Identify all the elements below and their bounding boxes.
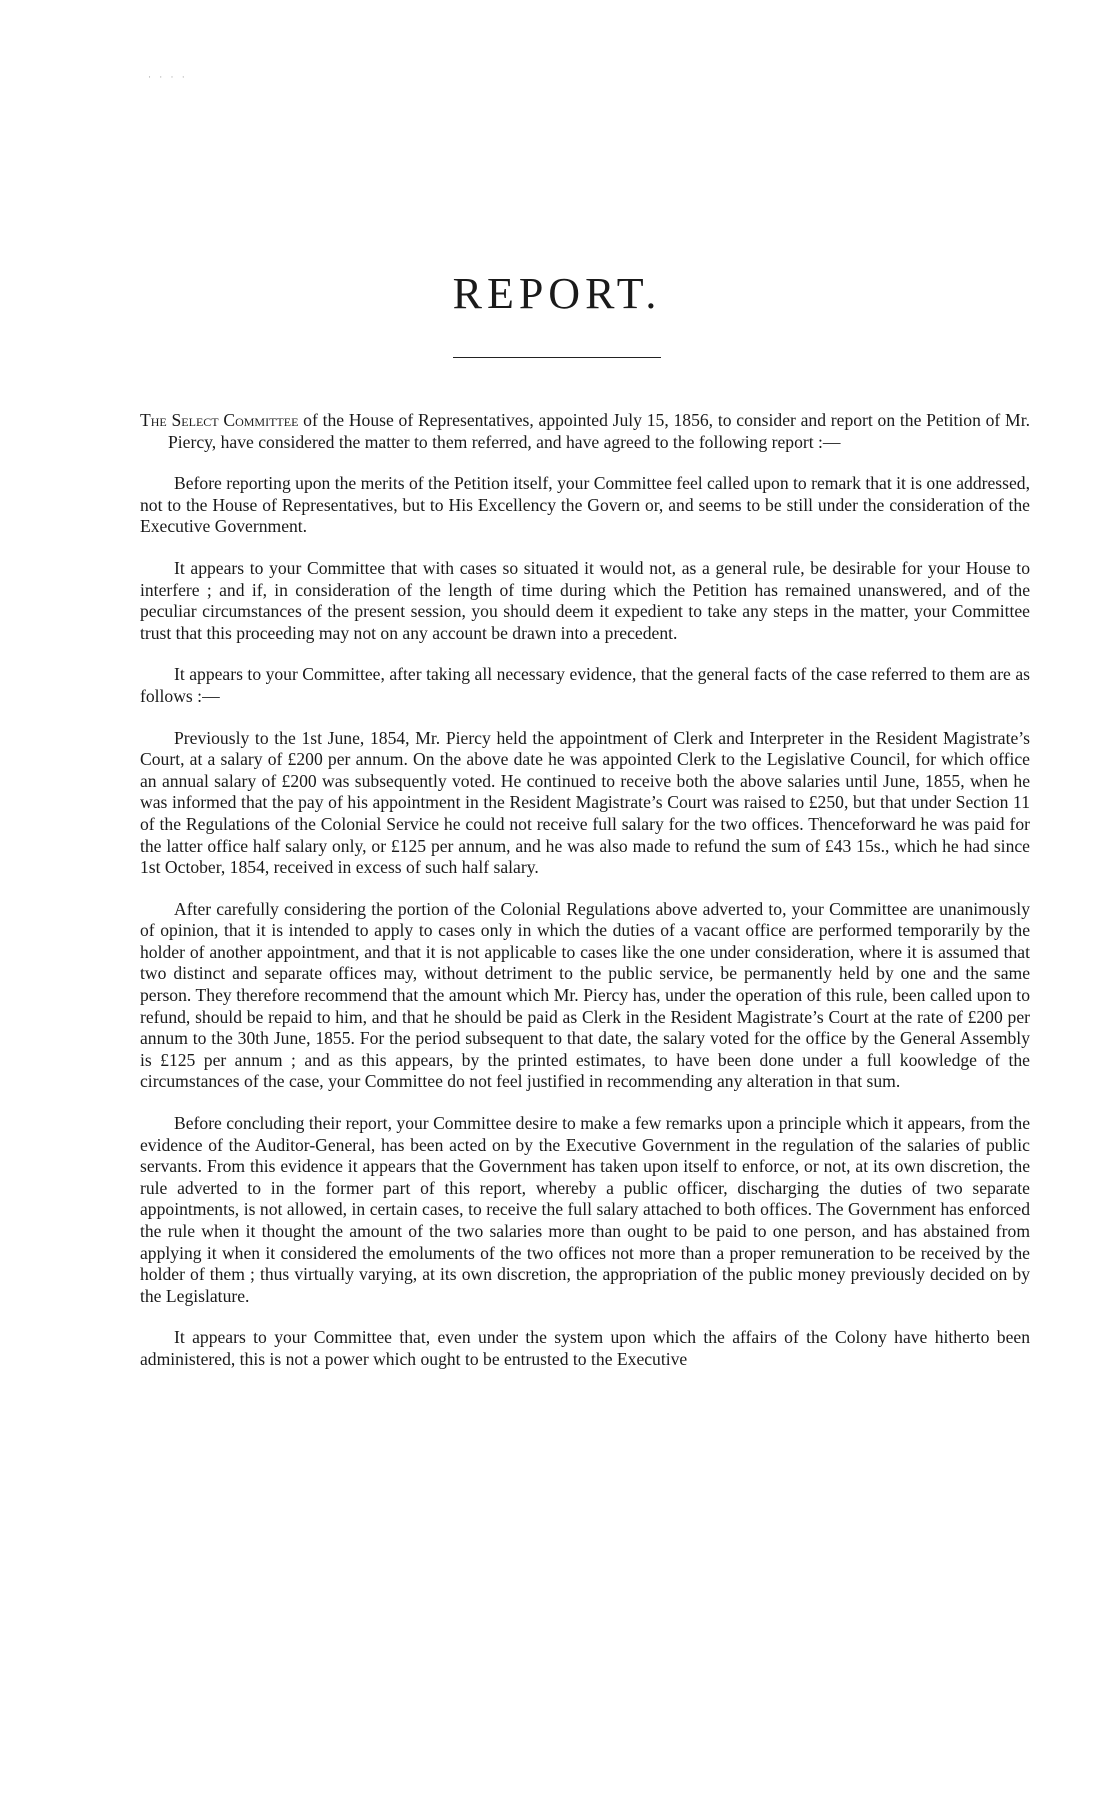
report-title: REPORT. — [452, 269, 662, 318]
paragraph-principle: Before concluding their report, your Committee desire to make a few remarks upon a principle which it appears, from the evidence of the Auditor-General, has been acted on by the Executive Government in the regulation of the salaries of public servants. From this evidence it appears that the Government has taken upon itself to enforce, or not, at its own discretion, the rule adverted to in the former part of this report, whereby a public officer, discharging the duties of two separate appointments, is not allowed, in certain cases, to receive the full salary attached to both offices. The Government has enforced the rule when it thought the amount of the two salaries more than ought to be paid to one person, and has abstained from applying it when it considered the emoluments of the two offices not more than a proper remuneration to be received by the holder of them ; thus virtually varying, at its own discretion, the appropriation of the public money previously decided on by the Legislature. — [140, 1113, 1030, 1306]
opening-paragraph — [140, 410, 1030, 453]
paragraph-executive-power: It appears to your Committee that, even under the system upon which the affairs of the Colony have hitherto been administered, this is not a power which ought to be entrusted to the Executive — [140, 1327, 1030, 1369]
corner-ink-mark: · · · · — [148, 72, 188, 82]
paragraph-precedent: It appears to your Committee that with cases so situated it would not, as a general rule, be desirable for your House to interfere ; and if, in consideration of the length of time during which the Petition has remained unanswered, and of the peculiar circumstances of the present session, you should deem it expedient to take any steps in the matter, your Committee trust that this proceeding may not on any account be drawn into a precedent. — [140, 557, 1030, 643]
title-divider — [453, 357, 661, 358]
paragraph-recommendation: After carefully considering the portion of the Colonial Regulations above adverted to, your Committee are unanimously of opinion, that it is intended to apply to cases only in which the duties of a vacant office are performed temporarily by the holder of another appointment, and that it is not applicable to cases like the one under consideration, where it is assumed that two distinct and separate offices may, without detriment to the public service, be permanently held by one and the same person. They therefore recommend that the amount which Mr. Piercy has, under the operation of this rule, been called upon to refund, should be repaid to him, and that he should be paid as Clerk in the Resident Magistrate’s Court at the rate of £200 per annum to the 30th June, 1855. For the period subsequent to that date, the salary voted for the office by the General Assembly is £125 per annum ; and as this appears, by the printed estimates, to have been done under a full koowledge of the circumstances of the case, your Committee do not feel justified in recommending any alteration in that sum. — [140, 898, 1030, 1092]
opening-text: of the House of Representatives, appointed July 15, 1856, to consider and report on the Petition of Mr. Piercy, have considered the matter to them referred, and have agreed to the following report :— — [168, 410, 1030, 452]
opening-lead: The Select Committee — [140, 410, 299, 430]
report-body — [140, 410, 1030, 1371]
paragraph-facts: Previously to the 1st June, 1854, Mr. Piercy held the appointment of Clerk and Interpreter in the Resident Magistrate’s Court, at a salary of £200 per annum. On the above date he was appointed Clerk to the Legislative Council, for which office an annual salary of £200 was subsequently voted. He continued to receive both the above salaries until June, 1855, when he was informed that the pay of his appointment in the Resident Magistrate’s Court was raised to £250, but that under Section 11 of the Regulations of the Colonial Service he could not receive full salary for the two offices. Thenceforward he was paid for the latter office half salary only, or £125 per annum, and he was also made to refund the sum of £43 15s., which he had since 1st October, 1854, received in excess of such half salary. — [140, 727, 1030, 878]
paragraph-jurisdiction: Before reporting upon the merits of the Petition itself, your Committee feel called upon to remark that it is one addressed, not to the House of Representatives, but to His Excellency the Govern or, and seems to be still under the consideration of the Executive Government. — [140, 473, 1031, 537]
paragraph-facts-intro: It appears to your Committee, after taking all necessary evidence, that the general facts of the case referred to them are as follows :— — [140, 664, 1030, 706]
